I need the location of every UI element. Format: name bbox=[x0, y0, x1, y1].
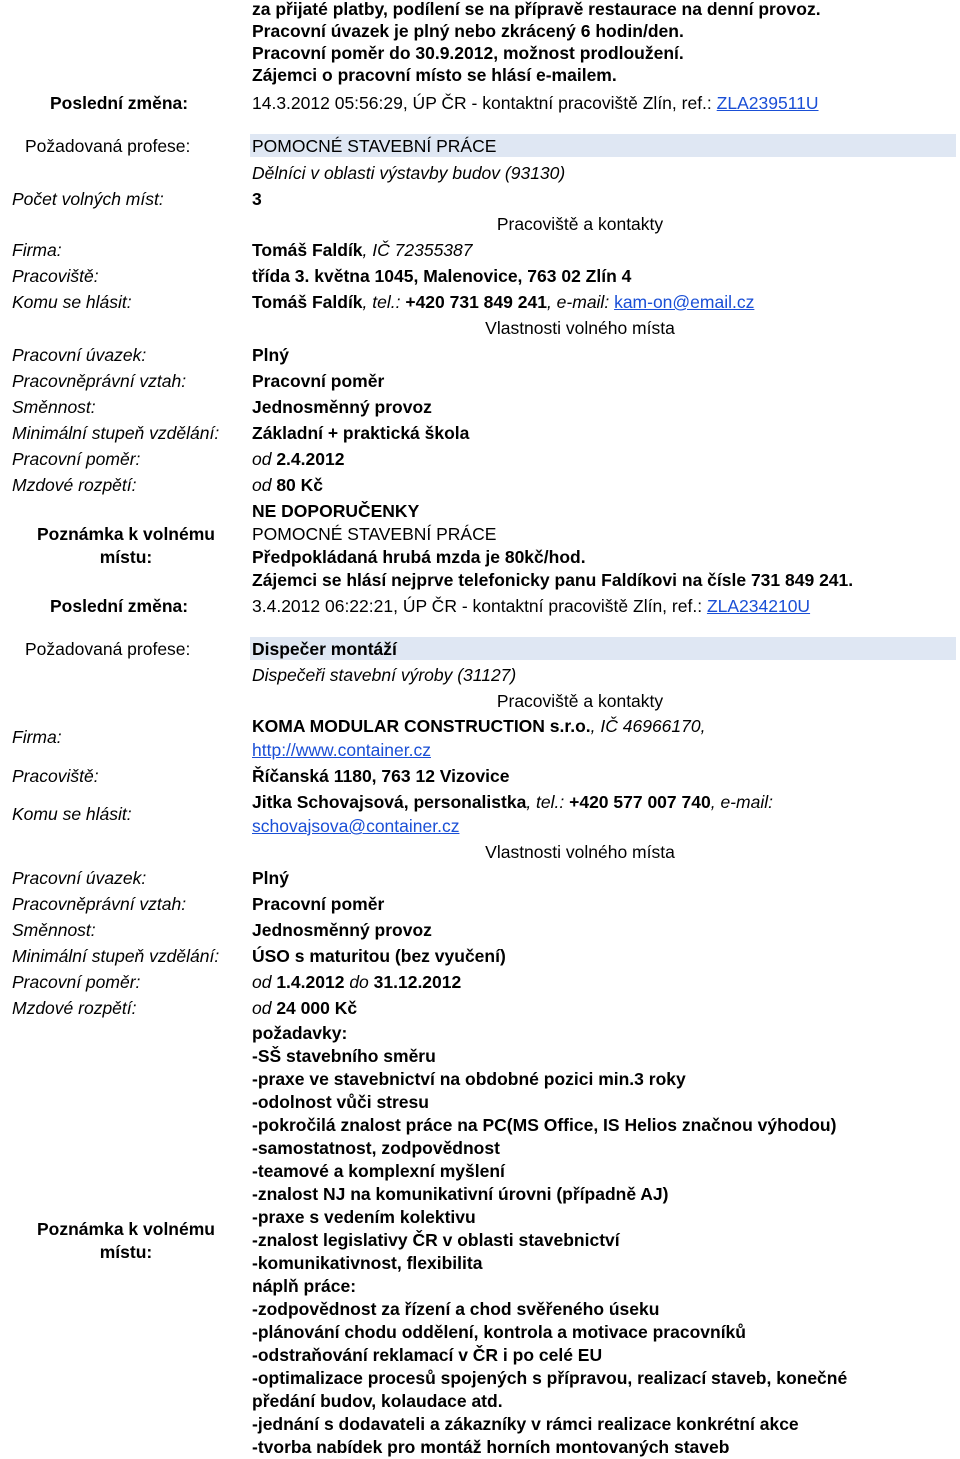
job2-note-line: -jednání s dodavateli a zákazníky v rámci realizace konkrétní akce bbox=[252, 1414, 799, 1434]
job1-employment-label: Pracovní poměr: bbox=[12, 449, 141, 469]
job2-note-line: předání budov, kolaudace atd. bbox=[252, 1391, 503, 1411]
job2-firm-label: Firma: bbox=[12, 727, 62, 747]
job2-contacts-heading: Pracoviště a kontakty bbox=[496, 691, 664, 711]
job1-salary bbox=[252, 474, 323, 496]
job2-firm-name: KOMA MODULAR CONSTRUCTION s.r.o. bbox=[252, 716, 591, 736]
job1-workload: Plný bbox=[252, 345, 289, 365]
job2-contact-tel-label: , tel.: bbox=[526, 792, 565, 812]
job2-note-line: -tvorba nabídek pro montáž horních montovaných staveb bbox=[252, 1437, 730, 1457]
top-last-change-value: 14.3.2012 05:56:29, ÚP ČR - kontaktní pracoviště Zlín, ref.: bbox=[252, 93, 712, 113]
job2-salary-prefix: od bbox=[252, 998, 277, 1018]
job2-note-line: náplň práce: bbox=[252, 1276, 357, 1296]
job2-note-line: -optimalizace procesů spojených s přípravou, realizací staveb, konečné bbox=[252, 1368, 848, 1388]
job2-education-label: Minimální stupeň vzdělání: bbox=[12, 946, 220, 966]
job2-note-line: -znalost legislativy ČR v oblasti stavebnictví bbox=[252, 1230, 620, 1250]
job2-contact-email-row bbox=[252, 815, 459, 837]
job1-last-change bbox=[252, 595, 810, 617]
job1-employment bbox=[252, 448, 344, 470]
job2-contact bbox=[252, 791, 773, 813]
job2-salary-label: Mzdové rozpětí: bbox=[12, 998, 137, 1018]
job1-firm-ico: , IČ 72355387 bbox=[362, 240, 473, 260]
job1-contact bbox=[252, 291, 754, 313]
job2-note-line: -znalost NJ na komunikativní úrovni (případně AJ) bbox=[252, 1184, 669, 1204]
job1-relation-label: Pracovněprávní vztah: bbox=[12, 371, 187, 391]
job2-note-line: -samostatnost, zodpovědnost bbox=[252, 1138, 500, 1158]
job1-workplace-label: Pracoviště: bbox=[12, 266, 99, 286]
job1-workload-label: Pracovní úvazek: bbox=[12, 345, 147, 365]
job1-shift: Jednosměnný provoz bbox=[252, 397, 432, 417]
job1-workplace: třída 3. května 1045, Malenovice, 763 02 Zlín 4 bbox=[252, 266, 632, 286]
job2-salary bbox=[252, 997, 357, 1019]
job1-note-line-2: POMOCNÉ STAVEBNÍ PRÁCE bbox=[252, 524, 497, 544]
job1-note-line-3: Předpokládaná hrubá mzda je 80kč/hod. bbox=[252, 547, 586, 567]
job2-workload-label: Pracovní úvazek: bbox=[12, 868, 147, 888]
job1-salary-label: Mzdové rozpětí: bbox=[12, 475, 137, 495]
job2-workplace-label: Pracoviště: bbox=[12, 766, 99, 786]
job2-employment-to: 31.12.2012 bbox=[373, 972, 462, 992]
job2-contact-name: Jitka Schovajsová, personalistka bbox=[252, 792, 527, 812]
job2-note-line: -praxe ve stavebnictví na obdobné pozici min.3 roky bbox=[252, 1069, 686, 1089]
job1-profession: POMOCNÉ STAVEBNÍ PRÁCE bbox=[252, 136, 497, 156]
job1-note-line-1: NE DOPORUČENKY bbox=[252, 501, 420, 521]
job2-shift: Jednosměnný provoz bbox=[252, 920, 432, 940]
job2-firm bbox=[252, 715, 705, 737]
job2-relation-label: Pracovněprávní vztah: bbox=[12, 894, 187, 914]
job2-note-line: požadavky: bbox=[252, 1023, 348, 1043]
job2-note-line: -teamové a komplexní myšlení bbox=[252, 1161, 505, 1181]
job1-contact-name: Tomáš Faldík bbox=[252, 292, 363, 312]
job1-employment-prefix: od bbox=[252, 449, 277, 469]
job2-relation: Pracovní poměr bbox=[252, 894, 385, 914]
job2-profession: Dispečer montáží bbox=[252, 639, 397, 659]
top-line-4: Zájemci o pracovní místo se hlásí e-mailem. bbox=[252, 65, 617, 85]
job2-contact-email-link[interactable]: schovajsova@container.cz bbox=[252, 816, 460, 836]
job1-vacancies-label: Počet volných míst: bbox=[12, 189, 164, 209]
job1-salary-value: 80 Kč bbox=[276, 475, 324, 495]
top-last-change-label: Poslední změna: bbox=[50, 93, 189, 113]
job2-note-line: -komunikativnost, flexibilita bbox=[252, 1253, 483, 1273]
job1-education: Základní + praktická škola bbox=[252, 423, 470, 443]
job2-contact-email-label: , e-mail: bbox=[710, 792, 773, 812]
top-last-change bbox=[252, 92, 819, 114]
job2-note-line: -odolnost vůči stresu bbox=[252, 1092, 429, 1112]
job2-note-line: -zodpovědnost za řízení a chod svěřeného úseku bbox=[252, 1299, 660, 1319]
job1-education-label: Minimální stupeň vzdělání: bbox=[12, 423, 220, 443]
job2-employment-label: Pracovní poměr: bbox=[12, 972, 141, 992]
job2-note-line: -SŠ stavebního směru bbox=[252, 1046, 436, 1066]
top-ref-link[interactable]: ZLA239511U bbox=[716, 93, 819, 113]
job1-contacts-heading: Pracoviště a kontakty bbox=[496, 214, 664, 234]
job1-last-change-value: 3.4.2012 06:22:21, ÚP ČR - kontaktní pracoviště Zlín, ref.: bbox=[252, 596, 703, 616]
job2-contact-tel: +420 577 007 740 bbox=[564, 792, 711, 812]
job2-shift-label: Směnnost: bbox=[12, 920, 96, 940]
job2-firm-ico: , IČ 46966170, bbox=[590, 716, 706, 736]
job2-education: ÚSO s maturitou (bez vyučení) bbox=[252, 946, 506, 966]
job2-contact-label: Komu se hlásit: bbox=[12, 804, 132, 824]
job1-salary-prefix: od bbox=[252, 475, 277, 495]
job1-note-label: Poznámka k volnému místu: bbox=[37, 524, 215, 567]
job2-employment-mid: do bbox=[344, 972, 374, 992]
job1-contact-tel: +420 731 849 241 bbox=[400, 292, 547, 312]
job1-firm bbox=[252, 239, 473, 261]
job1-employment-from: 2.4.2012 bbox=[276, 449, 345, 469]
job1-contact-email-label: , e-mail: bbox=[546, 292, 610, 312]
job1-category: Dělníci v oblasti výstavby budov (93130) bbox=[252, 163, 566, 183]
job2-employment bbox=[252, 971, 461, 993]
job2-firm-url-row bbox=[252, 739, 431, 761]
job2-note-label: Poznámka k volnému místu: bbox=[37, 1219, 215, 1262]
job1-last-change-label: Poslední změna: bbox=[50, 596, 189, 616]
job1-vacancies: 3 bbox=[252, 189, 262, 209]
job1-ref-link[interactable]: ZLA234210U bbox=[706, 596, 811, 616]
job2-profession-label: Požadovaná profese: bbox=[25, 639, 191, 659]
job2-note-line: -odstraňování reklamací v ČR i po celé EU bbox=[252, 1345, 603, 1365]
job2-note-line: -plánování chodu oddělení, kontrola a motivace pracovníků bbox=[252, 1322, 746, 1342]
job2-note-line: -praxe s vedením kolektivu bbox=[252, 1207, 476, 1227]
job1-relation: Pracovní poměr bbox=[252, 371, 385, 391]
job1-contact-label: Komu se hlásit: bbox=[12, 292, 132, 312]
job2-salary-value: 24 000 Kč bbox=[276, 998, 358, 1018]
job1-note-line-4: Zájemci se hlásí nejprve telefonicky panu Faldíkovi na čísle 731 849 241. bbox=[252, 570, 854, 590]
top-line-1: za přijaté platby, podílení se na přípravě restaurace na denní provoz. bbox=[252, 0, 821, 19]
job1-props-heading: Vlastnosti volného místa bbox=[485, 318, 675, 338]
job2-props-heading: Vlastnosti volného místa bbox=[485, 842, 675, 862]
job2-note-line: -pokročilá znalost práce na PC(MS Office, IS Helios značnou výhodou) bbox=[252, 1115, 837, 1135]
job1-firm-name: Tomáš Faldík bbox=[252, 240, 363, 260]
top-line-3: Pracovní poměr do 30.9.2012, možnost prodloužení. bbox=[252, 43, 684, 63]
job2-workplace: Říčanská 1180, 763 12 Vizovice bbox=[252, 766, 510, 786]
job2-employment-prefix: od bbox=[252, 972, 277, 992]
job2-firm-url-link[interactable]: http://www.container.cz bbox=[252, 740, 431, 760]
job1-profession-label: Požadovaná profese: bbox=[25, 136, 191, 156]
job2-workload: Plný bbox=[252, 868, 289, 888]
top-line-2: Pracovní úvazek je plný nebo zkrácený 6 hodin/den. bbox=[252, 21, 684, 41]
job1-contact-tel-label: , tel.: bbox=[362, 292, 401, 312]
job2-category: Dispečeři stavební výroby (31127) bbox=[252, 665, 517, 685]
job2-employment-from: 1.4.2012 bbox=[276, 972, 345, 992]
job1-shift-label: Směnnost: bbox=[12, 397, 96, 417]
job1-firm-label: Firma: bbox=[12, 240, 62, 260]
job1-contact-email-link[interactable]: kam-on@email.cz bbox=[614, 292, 755, 312]
